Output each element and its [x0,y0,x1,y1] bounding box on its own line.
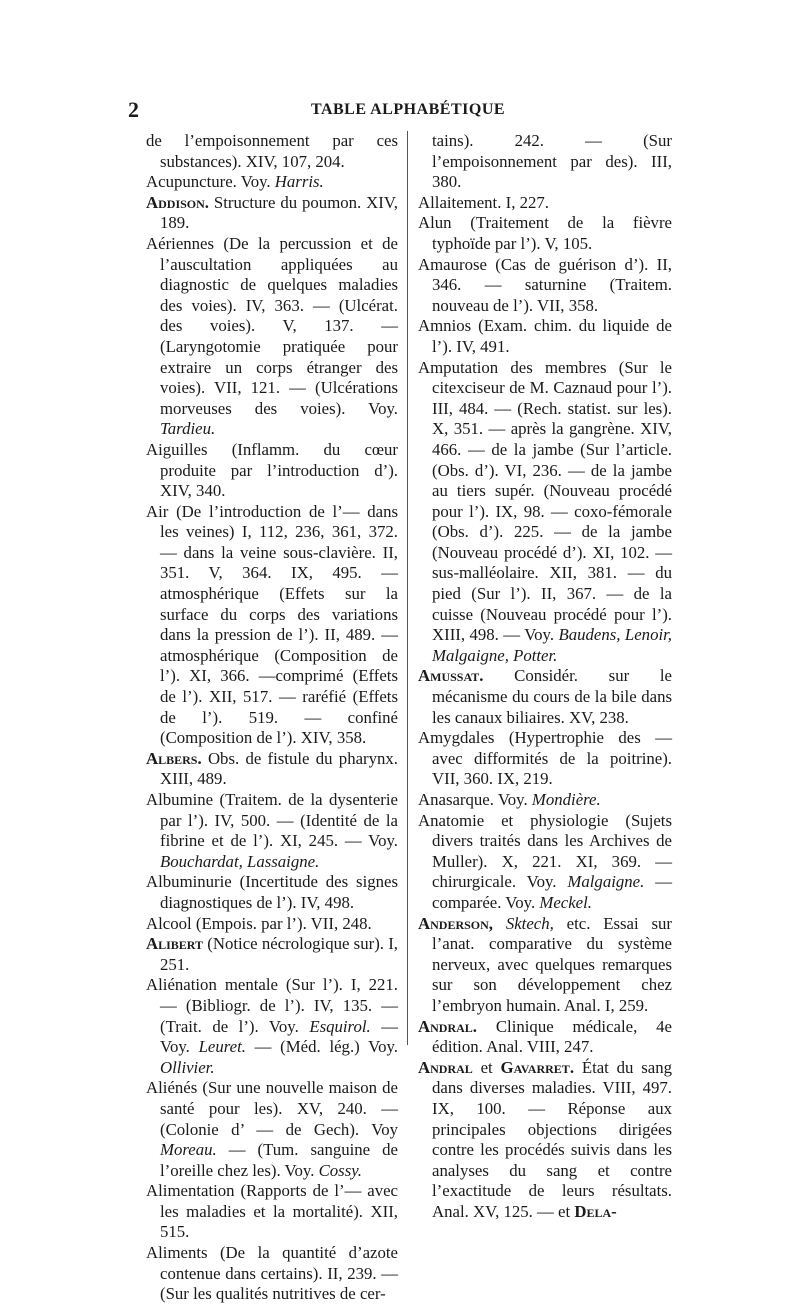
index-entry [146,1243,398,1305]
entry-text: Amaurose (Cas de guérison d’). II, 346. — saturnine (Traitem. nouveau de l’). VII, 358. [418,254,672,315]
entry-text: État du sang dans diverses maladies. VIII, 497. IX, 100. — Réponse aux principales objections dirigées contre les procédés suivis dans les analyses du sang et contre l’exactitude de leurs résultats. Anal. XV, 125. — et [432,1057,672,1221]
entry-text: Aliénation mentale (Sur l’). I, 221. — (Bibliogr. de l’). IV, 135. — (Trait. de l’). Voy. [146,975,398,1036]
index-entry [146,934,398,975]
entry-text: Anasarque. Voy. [418,790,532,809]
index-entry [146,749,398,790]
entry-text: Allaitement. I, 227. [418,192,549,212]
entry-author: Andral [418,1057,473,1077]
entry-italic: Malgaigne. [567,872,645,892]
entry-italic: Baudens, Lenoir, Malgaigne, Potter. [432,625,672,665]
entry-author: Gavarret. [500,1057,575,1077]
index-entry [418,131,672,193]
entry-text: etc. Essai sur l’anat. comparative du système nerveux, avec quelques remarques sur son développement chez l’embryon humain. Anal. I, 259. [432,913,672,1015]
column-divider [407,131,408,1045]
entry-text: Air (De l’introduction de l’— dans les veines) I, 112, 236, 361, 372. — dans la veine sous-clavière. II, 351. V, 364. IX, 495. — atmosphérique (Effets sur la surface du corps des variations dans la pression de l’). II, 489. — atmosphérique (Composition de l’). XI, 366. —comprimé (Effets de l’). XII, 517. — raréfié (Effets de l’). 519. — confiné (Composition de l’). XIV, 358. [146,501,398,748]
entry-italic: Meckel. [539,892,592,912]
index-entry [418,1017,672,1058]
index-entry [418,790,672,811]
index-entry [418,255,672,317]
entry-text: tains). 242. — (Sur l’empoisonnement par des). III, 380. [432,131,672,192]
index-entry [146,234,398,440]
entry-author: Dela- [574,1201,617,1221]
entry-text: Alun (Traitement de la fièvre typhoïde par l’). V, 105. [418,213,672,253]
entry-text: Anatomie et physiologie (Sujets divers traités dans les Archives de Muller). X, 221. XI, 369. — chirurgicale. Voy. [418,810,672,892]
entry-text: Clinique médicale, 4e édition. Anal. VIII, 247. [432,1016,672,1057]
entry-text: — comparée. Voy. [432,872,672,912]
index-entry [418,193,672,214]
entry-text: Amygdales (Hypertrophie des — avec difformités de la poitrine). VII, 360. IX, 219. [418,728,672,789]
index-entry [146,131,398,172]
entry-text: Amputation des membres (Sur le citexciseur de M. Caznaud pour l’). III, 484. — (Rech. statist. sur les). X, 351. — après la gangrène. XIV, 466. — de la jambe (Sur l’article. (Obs. d’). VI, 236. — de la jambe au tiers supér. (Nouveau procédé pour l’). IX, 98. — coxo-fémorale (Obs. d’). 225. — de la jambe (Nouveau procédé d’). XI, 102. — sus-malléolaire. XII, 381. — du pied (Sur l’). II, 367. — de la cuisse (Nouveau procédé pour l’). XIII, 498. — Voy. [418,357,672,645]
page-header [128,97,688,127]
index-entry [146,914,398,935]
entry-text: — (Méd. lég.) Voy. [245,1037,398,1057]
entry-italic: Ollivier. [160,1057,215,1077]
index-entry [146,790,398,872]
running-head: TABLE ALPHABÉTIQUE [310,101,506,118]
page-number: 2 [128,97,139,122]
entry-italic: Sktech, [505,913,554,933]
index-entry [146,193,398,234]
entry-text: Albuminurie (Incertitude des signes diagnostiques de l’). IV, 498. [146,872,398,912]
index-entry [418,316,672,357]
entry-author: Albers. [146,748,202,768]
entry-text: Amnios (Exam. chim. du liquide de l’). IV, 491. [418,316,672,356]
entry-italic: Mondière. [531,790,601,809]
entry-author: Alibert [146,934,204,954]
entry-italic: Cossy. [318,1160,362,1180]
entry-text: Alcool (Empois. par l’). VII, 248. [146,913,372,933]
entry-italic: Moreau. [160,1140,217,1160]
right-column [418,131,672,1222]
index-entry [146,975,398,1078]
index-entry [418,811,672,914]
entry-italic: Bouchardat, Lassaigne. [160,851,320,871]
entry-text: Aiguilles (Inflamm. du cœur produite par l’introduction d’). XIV, 340. [146,439,398,501]
entry-text: (Notice nécrologique sur). I, 251. [160,934,398,974]
entry-text [493,914,506,933]
entry-text: Aliénés (Sur une nouvelle maison de santé pour les). XV, 240. — (Colonie d’ — de Gech). Voy [146,1078,398,1139]
entry-text: — Voy. [160,1016,399,1057]
index-entry [146,872,398,913]
index-entry [418,914,672,1017]
entry-italic: Esquirol. [309,1016,371,1036]
entry-italic: Harris. [274,172,324,192]
entry-author: Addison. [146,192,209,212]
entry-text: et [472,1057,501,1077]
entry-italic: Tardieu. [160,419,216,439]
entry-text: Aliments (De la quantité d’azote contenue dans certains). II, 239. — (Sur les qualités nutritives de cer- [146,1243,398,1304]
index-entry [146,1078,398,1181]
entry-author: Amussat. [418,666,484,686]
entry-text: Acupuncture. Voy. [146,172,275,192]
entry-text: Alimentation (Rapports de l’— avec les maladies et la mortalité). XII, 515. [146,1181,398,1242]
index-entry [418,213,672,254]
entry-text: Albumine (Traitem. de la dysenterie par l’). IV, 500. — (Identité de la fibrine et de l’). XI, 245. — Voy. [146,790,398,851]
index-entry [418,666,672,728]
index-entry [146,440,398,502]
entry-text: Considér. sur le mécanisme du cours de la bile dans les canaux biliaires. XV, 238. [432,666,672,727]
entry-text: Structure du poumon. XIV, 189. [160,192,398,233]
entry-author: Andral. [418,1016,477,1036]
entry-text: Obs. de fistule du pharynx. XIII, 489. [160,748,398,789]
index-entry [146,502,398,749]
index-entry [418,358,672,667]
index-entry [418,1058,672,1223]
index-entry [146,1181,398,1243]
index-entry [146,172,398,193]
entry-italic: Leuret. [198,1037,246,1057]
entry-author: Anderson, [418,913,493,933]
entry-text: de l’empoisonnement par ces substances). XIV, 107, 204. [146,131,398,171]
entry-text: — (Tum. sanguine de l’oreille chez les). Voy. [160,1140,398,1180]
left-column [146,131,398,1305]
entry-text: Aériennes (De la percussion et de l’auscultation appliquées au diagnostic de quelques maladies des voies). IV, 363. — (Ulcérat. des voies). V, 137. —(Laryngotomie pratiquée pour extraire un corps étranger des voies). VII, 121. — (Ulcérations morveuses des voies). Voy. [146,233,398,418]
index-entry [418,728,672,790]
